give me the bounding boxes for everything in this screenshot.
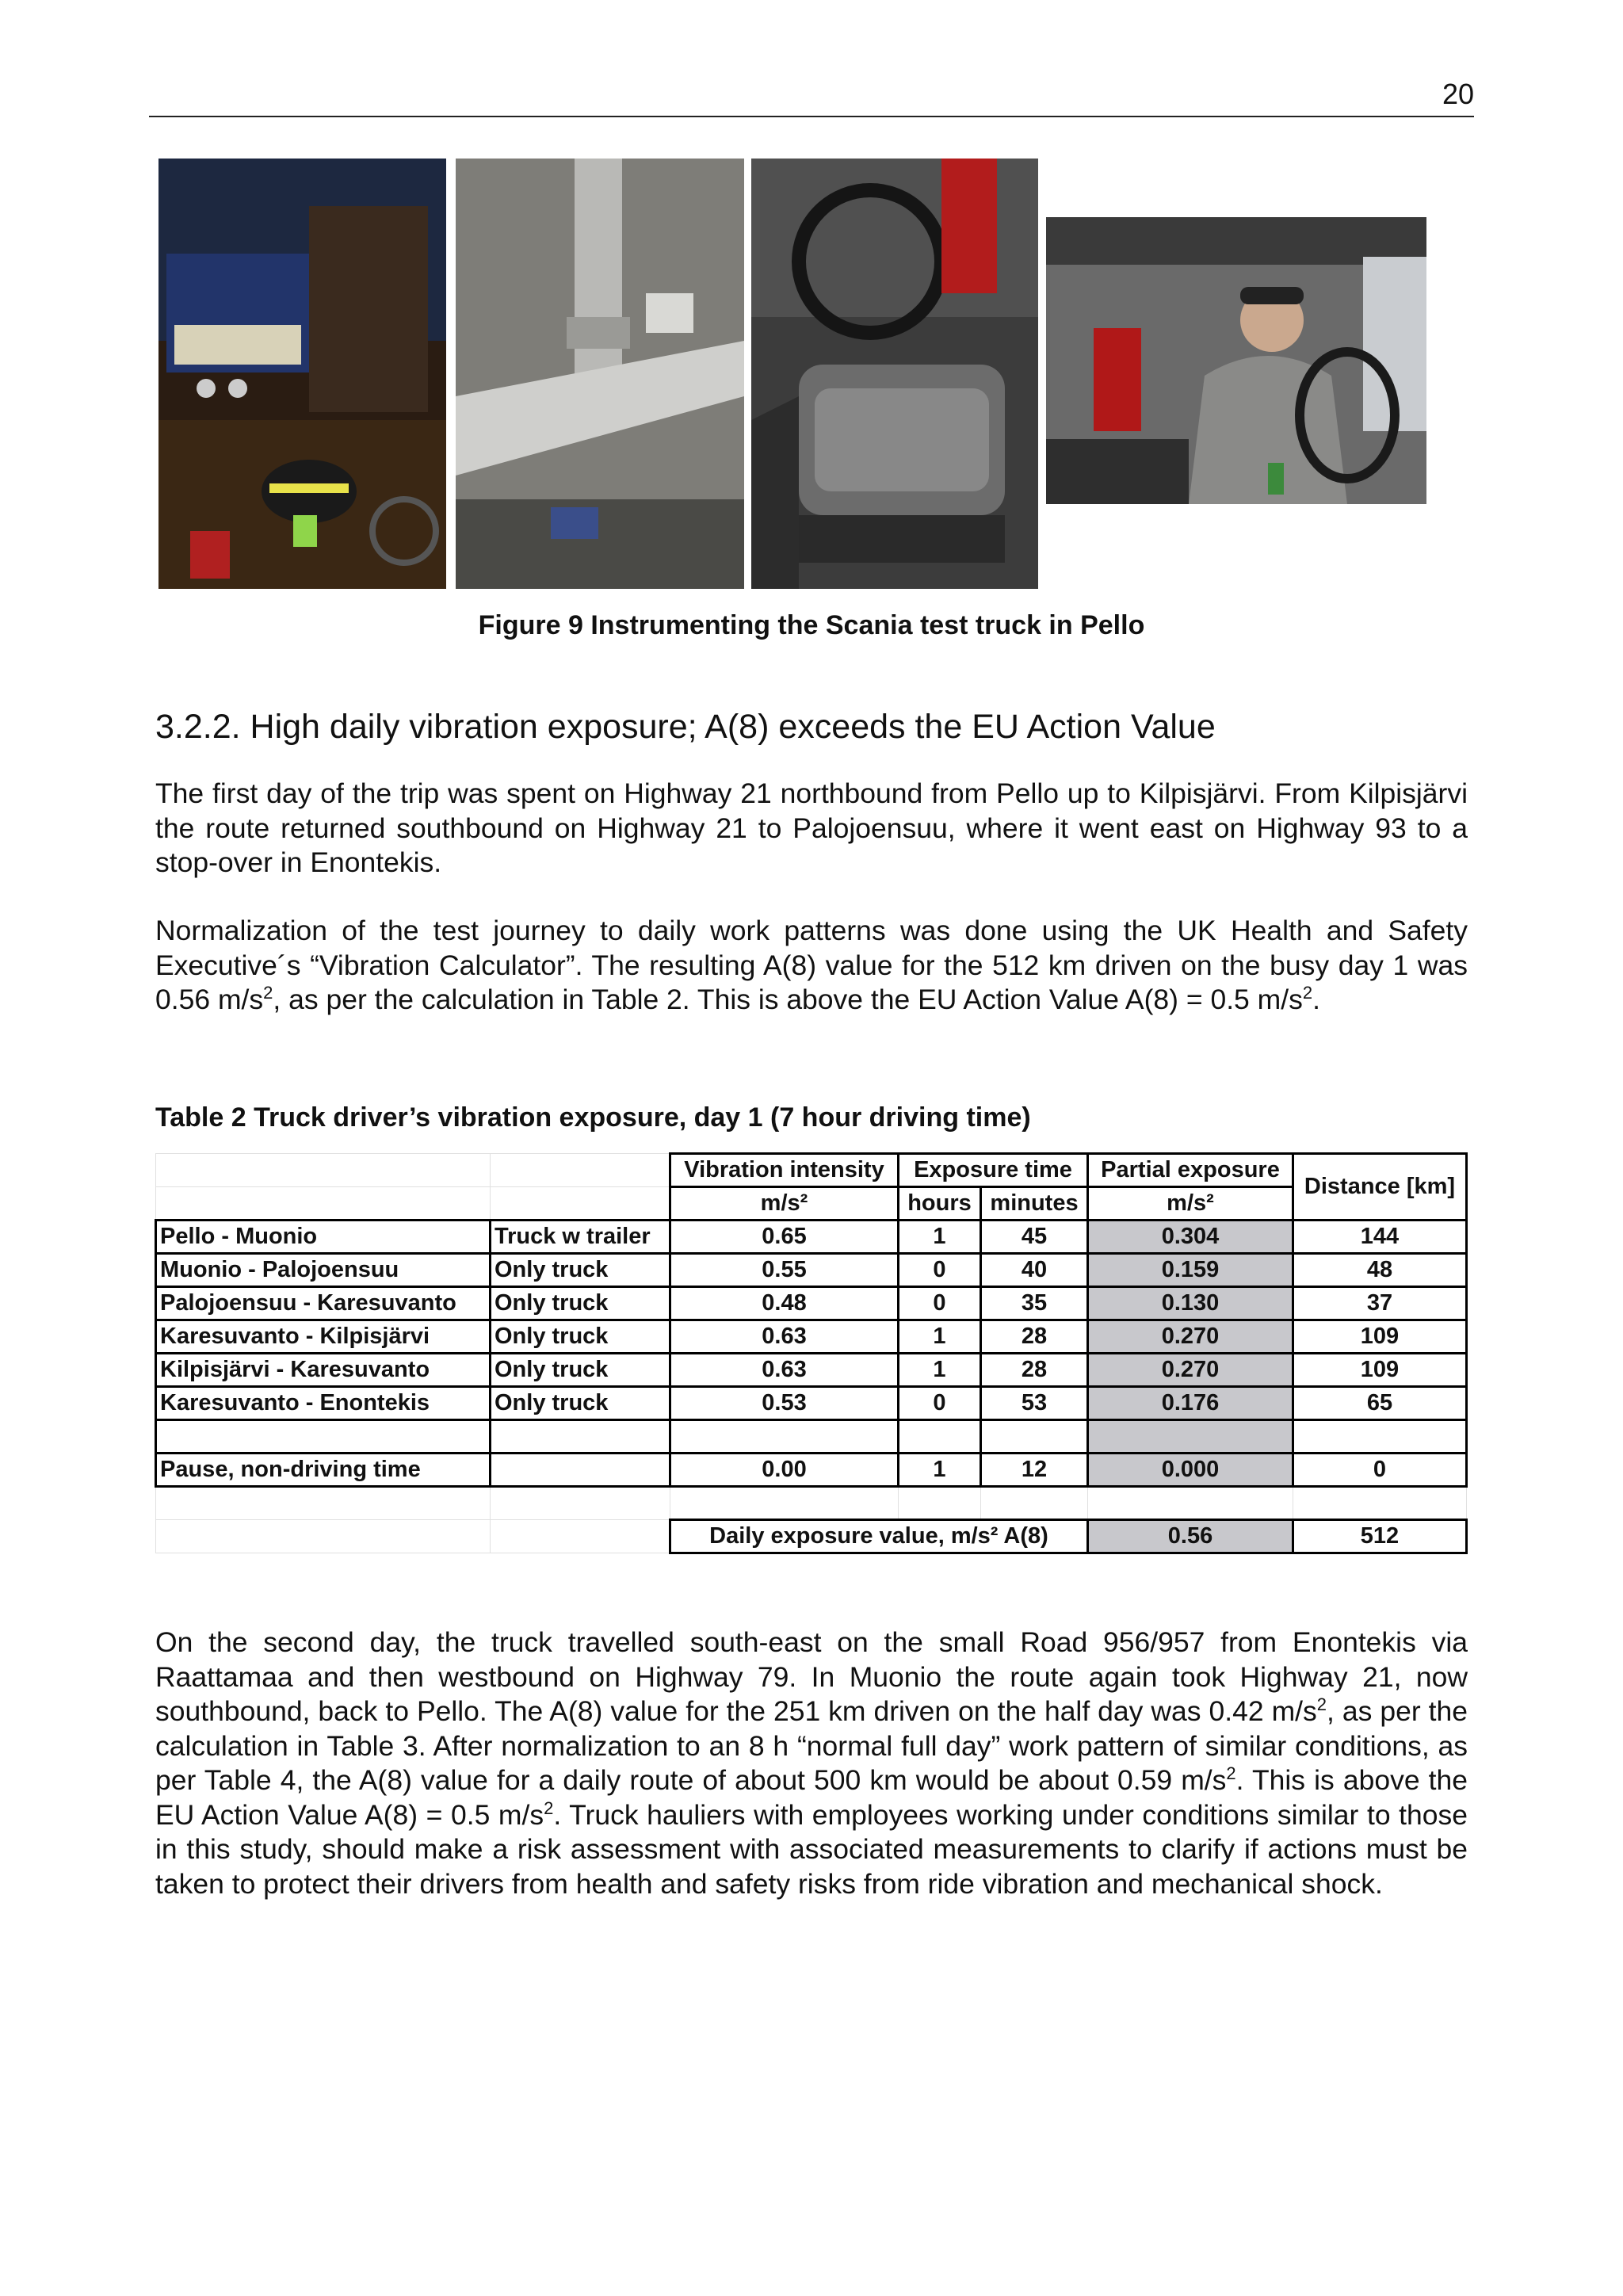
instrumented-seat-photo (751, 159, 1038, 589)
table-spacer-row (156, 1420, 1467, 1454)
minutes-cell: 40 (981, 1254, 1088, 1287)
segment-cell: Muonio - Palojoensuu (156, 1254, 491, 1287)
header-minutes: minutes (981, 1187, 1088, 1221)
distance-cell: 0 (1293, 1454, 1467, 1487)
table-blank-row (156, 1487, 1467, 1520)
exposure-table (155, 1152, 1468, 1554)
para2-text-1: Normalization of the test journey to daily work patterns was done using the UK Health and Safety Executive´s “Vibration Calculator”. The resulting A(8) value for the 512 km driven on the busy day 1 was 0.56 m/s (155, 915, 1468, 1015)
distance-cell: 109 (1293, 1320, 1467, 1354)
header-empty-cell (491, 1187, 670, 1221)
vehicle-cell (491, 1454, 670, 1487)
table-row (156, 1254, 1467, 1287)
table-row (156, 1320, 1467, 1354)
header-partial-exposure: Partial exposure (1088, 1154, 1293, 1187)
empty-cell (156, 1520, 491, 1553)
superscript: 2 (544, 1797, 554, 1818)
minutes-cell: 12 (981, 1454, 1088, 1487)
table-row (156, 1354, 1467, 1387)
para3-text-2: , as per the calculation in Table 3. After normalization to an 8 h “normal full day” work pattern of similar conditions, as per Table 4, the A(8) value for a daily route of about 500 km would be about 0.59 m/s (155, 1695, 1468, 1796)
paragraph-normalization (155, 914, 1468, 1018)
segment-cell: Palojoensuu - Karesuvanto (156, 1287, 491, 1320)
empty-cell (156, 1420, 491, 1454)
table-header-row (156, 1154, 1467, 1187)
hours-cell: 1 (899, 1354, 981, 1387)
hours-cell: 1 (899, 1454, 981, 1487)
table-title: Table 2 Truck driver’s vibration exposure, day 1 (7 hour driving time) (155, 1102, 1031, 1133)
minutes-cell: 53 (981, 1387, 1088, 1420)
header-vibration-intensity: Vibration intensity (670, 1154, 899, 1187)
hours-cell: 1 (899, 1221, 981, 1254)
empty-cell (981, 1487, 1088, 1520)
table-row-pause (156, 1454, 1467, 1487)
paragraph-route-day2 (155, 1626, 1468, 1901)
total-value: 0.56 (1088, 1520, 1293, 1553)
empty-cell (491, 1520, 670, 1553)
para2-text-2: , as per the calculation in Table 2. This is above the EU Action Value A(8) = 0.5 m/s (273, 984, 1303, 1015)
header-empty-cell (491, 1154, 670, 1187)
driver-in-cab-photo (1046, 217, 1426, 504)
distance-cell: 48 (1293, 1254, 1467, 1287)
distance-cell: 144 (1293, 1221, 1467, 1254)
partial-cell: 0.159 (1088, 1254, 1293, 1287)
para3-text-3: . This is above the EU Action Value A(8) = 0.5 m/s (155, 1764, 1468, 1831)
hours-cell: 0 (899, 1254, 981, 1287)
header-hours: hours (899, 1187, 981, 1221)
minutes-cell: 45 (981, 1221, 1088, 1254)
partial-cell: 0.304 (1088, 1221, 1293, 1254)
table-total-row (156, 1520, 1467, 1553)
hours-cell: 1 (899, 1320, 981, 1354)
header-empty-cell (156, 1154, 491, 1187)
distance-cell: 65 (1293, 1387, 1467, 1420)
para3-text-4: . Truck hauliers with employees working under conditions similar to those in this study, should make a risk assessment with associated measurements to clarify if actions must be taken to protect their drivers from health and safety risks from ride vibration and mechanical shock. (155, 1798, 1468, 1900)
para3-text-1: On the second day, the truck travelled south-east on the small Road 956/957 from Enontekis via Raattamaa and then westbound on Highway 79. In Muonio the route again took Highway 21, now southbound, back to Pello. The A(8) value for the 251 km driven on the half day was 0.42 m/s (155, 1626, 1468, 1727)
segment-cell: Pello - Muonio (156, 1221, 491, 1254)
distance-cell: 109 (1293, 1354, 1467, 1387)
table-row (156, 1287, 1467, 1320)
empty-cell (981, 1420, 1088, 1454)
minutes-cell: 28 (981, 1320, 1088, 1354)
partial-cell: 0.176 (1088, 1387, 1293, 1420)
partial-cell: 0.130 (1088, 1287, 1293, 1320)
partial-cell: 0.270 (1088, 1354, 1293, 1387)
header-exposure-time: Exposure time (899, 1154, 1088, 1187)
distance-cell: 37 (1293, 1287, 1467, 1320)
vehicle-cell: Truck w trailer (491, 1221, 670, 1254)
empty-cell (491, 1420, 670, 1454)
segment-cell: Karesuvanto - Kilpisjärvi (156, 1320, 491, 1354)
vehicle-cell: Only truck (491, 1320, 670, 1354)
figure-caption: Figure 9 Instrumenting the Scania test truck in Pello (478, 610, 1145, 640)
superscript: 2 (263, 983, 273, 1003)
segment-cell: Karesuvanto - Enontekis (156, 1387, 491, 1420)
vehicle-cell: Only truck (491, 1254, 670, 1287)
minutes-cell: 28 (981, 1354, 1088, 1387)
intensity-cell: 0.00 (670, 1454, 899, 1487)
empty-cell (670, 1487, 899, 1520)
empty-cell (899, 1420, 981, 1454)
superscript: 2 (1226, 1763, 1236, 1784)
intensity-cell: 0.63 (670, 1320, 899, 1354)
section-heading: 3.2.2. High daily vibration exposure; A(8) exceeds the EU Action Value (155, 708, 1216, 746)
header-intensity-unit: m/s² (670, 1187, 899, 1221)
vehicle-cell: Only truck (491, 1354, 670, 1387)
page-number: 20 (1442, 78, 1474, 110)
table-row (156, 1387, 1467, 1420)
table-subheader-row (156, 1187, 1467, 1221)
suspension-sensor-photo (456, 159, 744, 589)
segment-cell: Pause, non-driving time (156, 1454, 491, 1487)
partial-cell: 0.270 (1088, 1320, 1293, 1354)
intensity-cell: 0.55 (670, 1254, 899, 1287)
total-label: Daily exposure value, m/s² A(8) (670, 1520, 1088, 1553)
hours-cell: 0 (899, 1387, 981, 1420)
header-empty-cell (156, 1187, 491, 1221)
header-partial-unit: m/s² (1088, 1187, 1293, 1221)
empty-cell (1088, 1487, 1293, 1520)
intensity-cell: 0.65 (670, 1221, 899, 1254)
mechanic-under-truck-photo (158, 159, 446, 589)
empty-cell (1293, 1420, 1467, 1454)
empty-cell (1088, 1420, 1293, 1454)
hours-cell: 0 (899, 1287, 981, 1320)
header-distance: Distance [km] (1293, 1154, 1467, 1221)
empty-cell (491, 1487, 670, 1520)
paragraph-route-day1: The first day of the trip was spent on Highway 21 northbound from Pello up to Kilpisjärvi. From Kilpisjärvi the route returned southbound on Highway 21 to Palojoensuu, where it went east on Highway 93 to a stop-over in Enontekis. (155, 777, 1468, 878)
segment-cell: Kilpisjärvi - Karesuvanto (156, 1354, 491, 1387)
empty-cell (156, 1487, 491, 1520)
intensity-cell: 0.63 (670, 1354, 899, 1387)
superscript: 2 (1302, 983, 1313, 1003)
empty-cell (899, 1487, 981, 1520)
header-rule (149, 116, 1474, 117)
para2-text-3: . (1312, 984, 1320, 1015)
table-row (156, 1221, 1467, 1254)
empty-cell (1293, 1487, 1467, 1520)
intensity-cell: 0.48 (670, 1287, 899, 1320)
intensity-cell: 0.53 (670, 1387, 899, 1420)
total-distance: 512 (1293, 1520, 1467, 1553)
partial-cell: 0.000 (1088, 1454, 1293, 1487)
empty-cell (670, 1420, 899, 1454)
vehicle-cell: Only truck (491, 1387, 670, 1420)
superscript: 2 (1316, 1694, 1327, 1715)
vehicle-cell: Only truck (491, 1287, 670, 1320)
minutes-cell: 35 (981, 1287, 1088, 1320)
